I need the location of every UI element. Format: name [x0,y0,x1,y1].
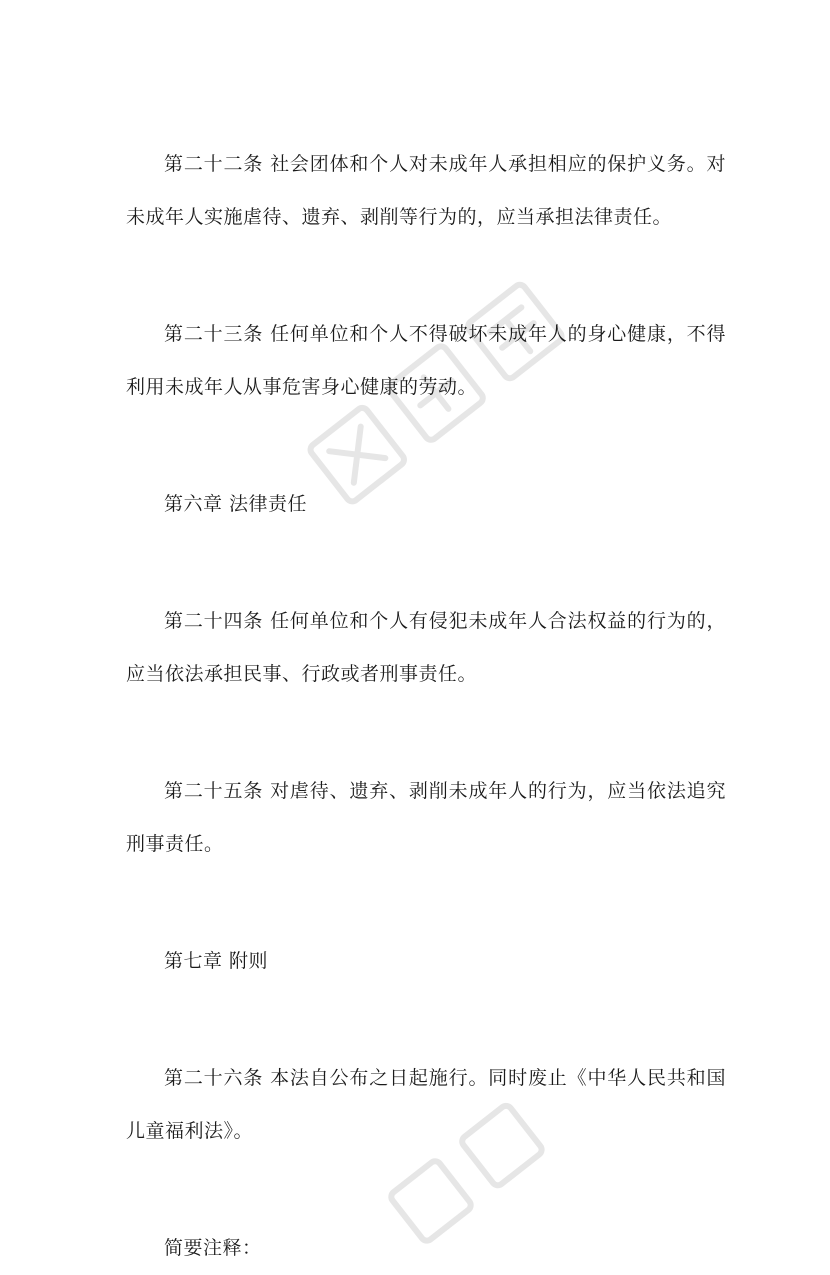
brief-notes-heading: 简要注释： [164,1237,262,1259]
document-body [126,138,726,1275]
article-23: 第二十三条 任何单位和个人不得破坏未成年人的身心健康，不得利用未成年人从事危害身心健康的劳动。 [126,323,726,398]
article-26: 第二十六条 本法自公布之日起施行。同时废止《中华人民共和国儿童福利法》。 [126,1067,726,1142]
article-25: 第二十五条 对虐待、遗弃、剥削未成年人的行为，应当依法追究刑事责任。 [126,780,726,855]
chapter-6-heading: 第六章 法律责任 [164,493,308,515]
article-22: 第二十二条 社会团体和个人对未成年人承担相应的保护义务。对未成年人实施虐待、遗弃、剥削等行为的，应当承担法律责任。 [126,153,726,228]
chapter-7-heading: 第七章 附则 [164,950,269,972]
article-24: 第二十四条 任何单位和个人有侵犯未成年人合法权益的行为的，应当依法承担民事、行政或者刑事责任。 [126,610,726,685]
